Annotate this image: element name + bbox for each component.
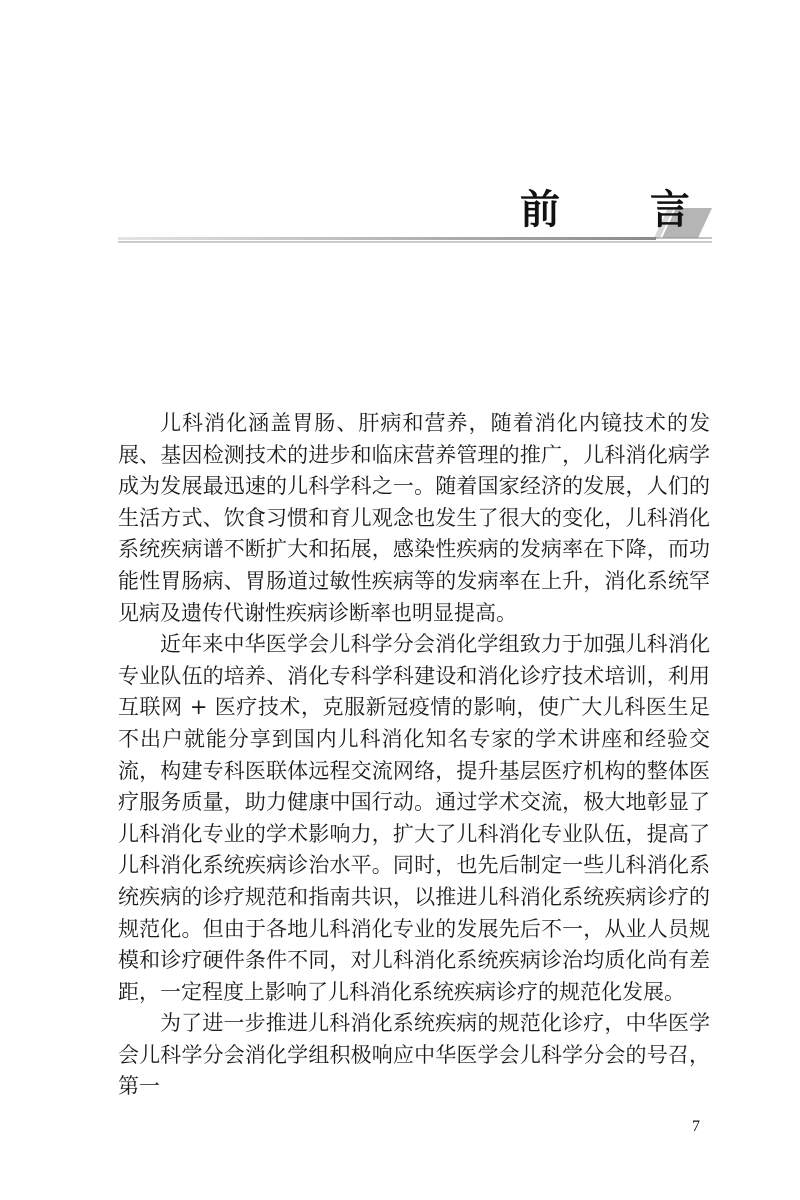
chapter-title: 前 言 (520, 186, 728, 233)
paragraph: 为了进一步推进儿科消化系统疾病的规范化诊疗，中华医学会儿科学分会消化学组积极响应中华医学会儿科学分会的号召，第一 (118, 1011, 710, 1099)
paragraph: 儿科消化涵盖胃肠、肝病和营养，随着消化内镜技术的发展、基因检测技术的进步和临床营养管理的推广，儿科消化病学成为发展最迅速的儿科学科之一。随着国家经济的发展，人们的生活方式、饮食习惯和育儿观念也发生了很大的变化，儿科消化系统疾病谱不断扩大和拓展，感染性疾病的发病率在下降，而功能性胃肠病、胃肠道过敏性疾病等的发病率在上升，消化系统罕见病及遗传代谢性疾病诊断率也明显提高。 (118, 411, 710, 625)
preface-body (118, 408, 710, 1103)
paragraph: 近年来中华医学会儿科学分会消化学组致力于加强儿科消化专业队伍的培养、消化专科学科建设和消化诊疗技术培训，利用互联网 + 医疗技术，克服新冠疫情的影响，使广大儿科医生足不出户就能分享到国内儿科消化知名专家的学术讲座和经验交流，构建专科医联体远程交流网络，提升基层医疗机构的整体医疗服务质量，助力健康中国行动。通过学术交流，极大地彰显了儿科消化专业的学术影响力，扩大了儿科消化专业队伍，提高了儿科消化系统疾病诊治水平。同时，也先后制定一些儿科消化系统疾病的诊疗规范和指南共识，以推进儿科消化系统疾病诊疗的规范化。但由于各地儿科消化专业的发展先后不一，从业人员规模和诊疗硬件条件不同，对儿科消化系统疾病诊治均质化尚有差距，一定程度上影响了儿科消化系统疾病诊疗的规范化发展。 (118, 632, 710, 1004)
page-number: 7 (692, 1118, 700, 1135)
chapter-header (0, 0, 800, 260)
